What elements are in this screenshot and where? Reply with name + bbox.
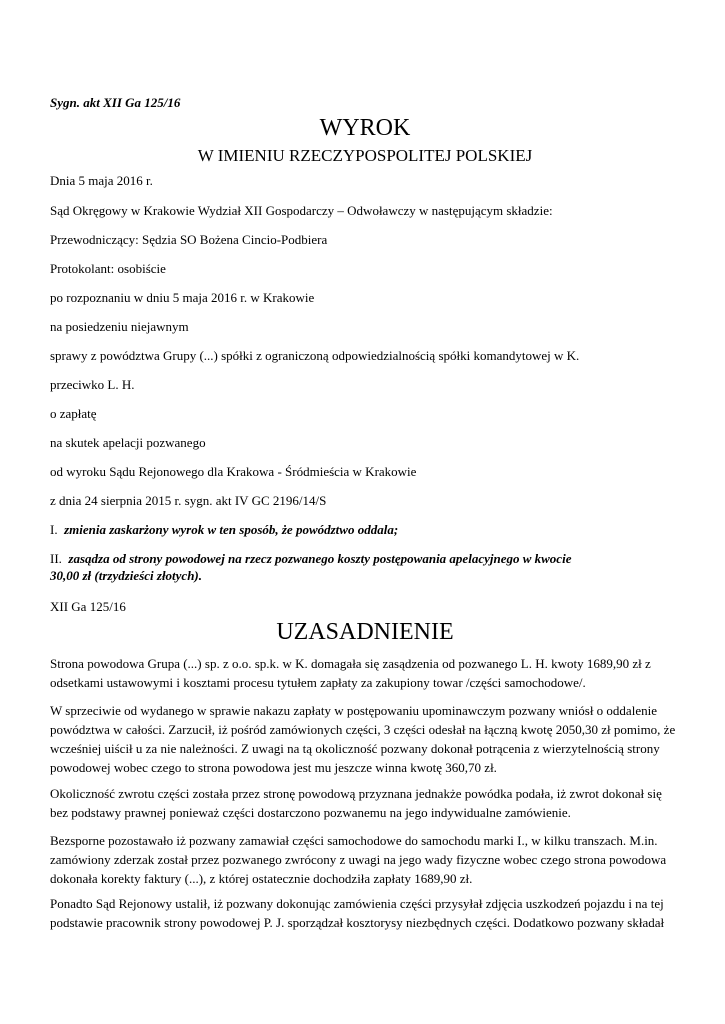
document-title: WYROK xyxy=(319,115,411,141)
judgment-date-line: z dnia 24 sierpnia 2015 r. sygn. akt IV GC 2196/14/S xyxy=(50,493,327,508)
ruling-point-2-text: zasądza od strony powodowej na rzecz pozwanego koszty postępowania apelacyjnego w kwocie xyxy=(68,551,572,566)
court-line: Sąd Okręgowy w Krakowie Wydział XII Gospodarczy – Odwoławczy w następującym składzie: xyxy=(50,203,553,218)
ruling-point-2-number: II. xyxy=(50,551,62,566)
document-subtitle: W IMIENIU RZECZYPOSPOLITEJ POLSKIEJ xyxy=(197,146,533,165)
ruling-point-1-number: I. xyxy=(50,522,58,537)
appeal-line: na skutek apelacji pozwanego xyxy=(50,435,206,450)
case-line: sprawy z powództwa Grupy (...) spółki z ograniczoną odpowiedzialnością spółki komandytowej w K. xyxy=(50,348,580,363)
hearing-line: po rozpoznaniu w dniu 5 maja 2016 r. w Krakowie xyxy=(50,290,315,305)
reasons-paragraph-5: Ponadto Sąd Rejonowy ustalił, iż pozwany dokonując zamówienia części przysyłał zdjęcia uszkodzeń pojazdu i na tej podstawie pracownik strony powodowej P. J. sporządzał kosztorysy niezbędnych części. Dodatkowo pozwany składał xyxy=(50,896,665,930)
clerk-line: Protokolant: osobiście xyxy=(50,261,166,276)
case-reference: XII Ga 125/16 xyxy=(50,599,126,614)
ruling-point-2-continuation: 30,00 zł (trzydzieści złotych). xyxy=(50,568,203,583)
date-line: Dnia 5 maja 2016 r. xyxy=(50,173,153,188)
reasons-paragraph-2: W sprzeciwie od wydanego w sprawie nakazu zapłaty w postępowaniu upominawczym pozwany wniósł o oddalenie powództwa w całości. Zarzucił, iż pośród zamówionych części, 3 części odesłał na łączną kwotę 2050,30 zł pomimo, że wcześniej uiścił u za nie należności. Z uwagi na tą okoliczność pozwany dokonał potrącenia z wierzytelnością strony powodowej wobec czego to strona powodowa jest mu jeszcze winna kwotę 360,70 zł. xyxy=(50,703,676,775)
case-signature: Sygn. akt XII Ga 125/16 xyxy=(50,95,181,110)
ruling-point-1-text: zmienia zaskarżony wyrok w ten sposób, że powództwo oddala; xyxy=(64,522,399,537)
judgment-line: od wyroku Sądu Rejonowego dla Krakowa - Śródmieścia w Krakowie xyxy=(50,464,417,479)
reasons-paragraph-1: Strona powodowa Grupa (...) sp. z o.o. sp.k. w K. domagała się zasądzenia od pozwanego L. H. kwoty 1689,90 zł z odsetkami ustawowymi i kosztami procesu tytułem zapłaty za zakupiony towar /części samochodowe/. xyxy=(50,656,651,690)
chair-line: Przewodniczący: Sędzia SO Bożena Cincio-Podbiera xyxy=(50,232,328,247)
session-line: na posiedzeniu niejawnym xyxy=(50,319,189,334)
subject-line: o zapłatę xyxy=(50,406,97,421)
reasons-title: UZASADNIENIE xyxy=(276,619,454,645)
reasons-paragraph-3: Okoliczność zwrotu części została przez stronę powodową przyznana jednakże powódka podała, iż zwrot dokonał się bez podstawy prawnej ponieważ części dostarczono pozwanemu na jego indywidualne zamówienie. xyxy=(50,786,662,820)
ruling-point-1 xyxy=(50,521,398,538)
against-line: przeciwko L. H. xyxy=(50,377,135,392)
reasons-paragraph-4: Bezsporne pozostawało iż pozwany zamawiał części samochodowe do samochodu marki I., w kilku transzach. M.in. zamówiony zderzak został przez pozwanego zwrócony z uwagi na jego wady fizyczne wobec czego strona powodowa dokonała korekty faktury (...), z której ostatecznie dochodziła zapłaty 1689,90 zł. xyxy=(50,833,667,886)
ruling-point-2 xyxy=(50,550,571,567)
